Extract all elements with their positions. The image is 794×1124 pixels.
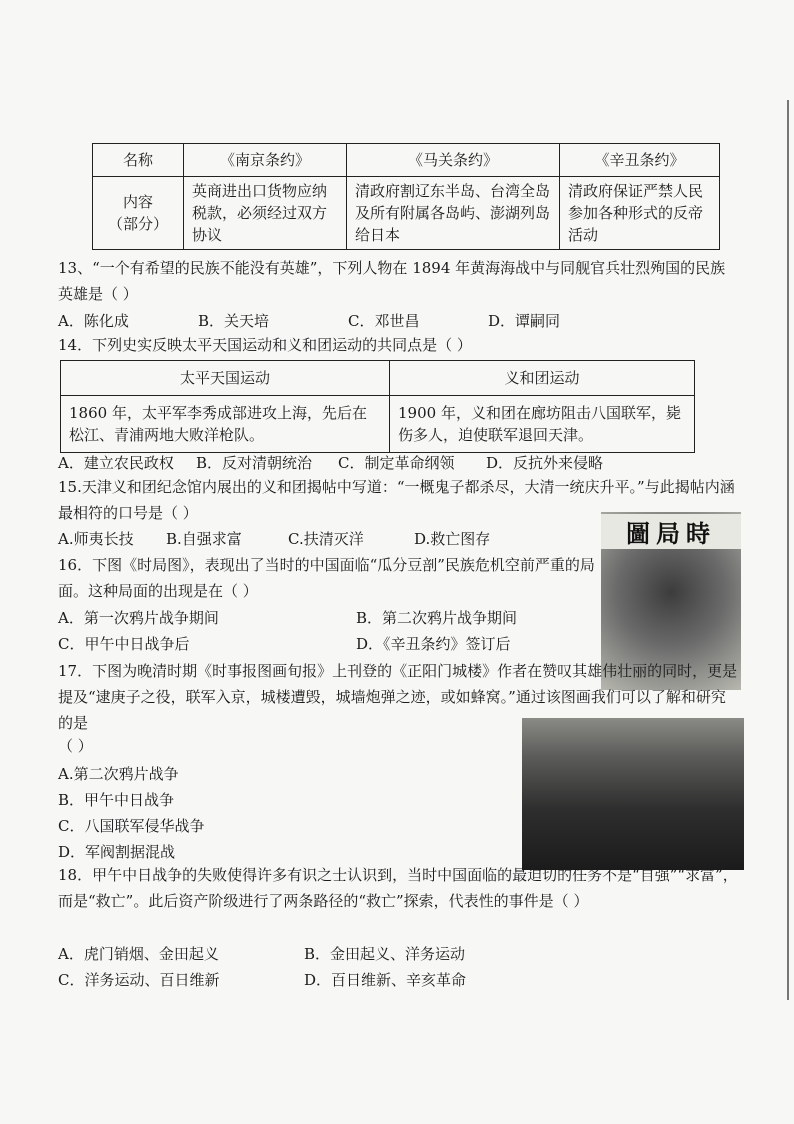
- table-header-cell: 义和团运动: [390, 361, 695, 396]
- question-16-stem: 16．下图《时局图》，表现出了当时的中国面临“瓜分豆剖”民族危机空前严重的局面。这种局面的出现是在（ ）: [58, 556, 595, 600]
- q17-blank: （ ）: [58, 737, 93, 755]
- q18-option-b: B．金田起义、洋务运动: [304, 945, 466, 963]
- table-cell: 清政府保证严禁人民参加各种形式的反帝活动: [560, 177, 720, 250]
- question-13-stem: 13、“一个有希望的民族不能没有英雄”，下列人物在 1894 年黄海海战中与同舰官兵壮烈殉国的民族英雄是（ ）: [58, 259, 726, 303]
- question-17-stem: 17．下图为晚清时期《时事报图画旬报》上刊登的《正阳门城楼》作者在赞叹其雄伟壮丽的同时，更是提及“逮庚子之役，联军入京，城楼遭毁，城墙炮弹之迹，或如蜂窝。”通过该图画我们可以了解和研究的是: [58, 662, 738, 732]
- zhengyangmen-image: [522, 718, 744, 870]
- q16-option-c: C．甲午中日战争后: [58, 635, 190, 653]
- page-edge-line: [787, 100, 789, 1000]
- q16-option-d: D．《辛丑条约》签订后: [356, 635, 511, 653]
- q16-option-a: A．第一次鸦片战争期间: [58, 609, 219, 627]
- q15-option-a: A.师夷长技: [58, 530, 134, 548]
- q15-option-b: B.自强求富: [166, 530, 242, 548]
- q15-option-c: C.扶清灭洋: [288, 530, 364, 548]
- table-header-cell: 太平天国运动: [61, 361, 390, 396]
- q17-option-c: C．八国联军侵华战争: [58, 817, 205, 835]
- q13-option-a: A．陈化成: [58, 312, 129, 330]
- q16-option-b: B．第二次鸦片战争期间: [356, 609, 518, 627]
- table-cell: 清政府割辽东半岛、台湾全岛及所有附属各岛屿、澎湖列岛给日本: [347, 177, 560, 250]
- image-title: 圖局時: [601, 514, 741, 549]
- q17-option-d: D．军阀割据混战: [58, 843, 176, 861]
- q18-option-a: A．虎门销烟、金田起义: [58, 945, 219, 963]
- movement-table: [60, 360, 695, 453]
- treaty-table: [92, 143, 720, 250]
- q18-option-d: D．百日维新、辛亥革命: [304, 971, 467, 989]
- table-header-cell: 《南京条约》: [184, 144, 347, 177]
- table-header-cell: 名称: [93, 144, 184, 177]
- table-cell: 1900 年，义和团在廊坊阻击八国联军，毙伤多人，迫使联军退回天津。: [390, 396, 695, 453]
- q13-option-c: C．邓世昌: [348, 312, 420, 330]
- q13-option-b: B．关天培: [198, 312, 270, 330]
- q14-option-a: A．建立农民政权: [58, 454, 174, 472]
- table-header-cell: 《辛丑条约》: [560, 144, 720, 177]
- question-15-stem: 15.天津义和团纪念馆内展出的义和团揭帖中写道：“一概鬼子都杀尽，大清一统庆升平。”与此揭帖内涵最相符的口号是（ ）: [58, 478, 735, 522]
- question-14-stem: 14．下列史实反映太平天国运动和义和团运动的共同点是（ ）: [58, 336, 472, 354]
- q14-option-d: D．反抗外来侵略: [486, 454, 604, 472]
- table-header-cell: 《马关条约》: [347, 144, 560, 177]
- q14-option-b: B．反对清朝统治: [196, 454, 313, 472]
- q17-option-b: B．甲午中日战争: [58, 791, 175, 809]
- q14-option-c: C．制定革命纲领: [338, 454, 455, 472]
- q13-option-d: D．谭嗣同: [488, 312, 561, 330]
- table-cell: 英商进出口货物应纳税款，必须经过双方协议: [184, 177, 347, 250]
- q17-option-a: A.第二次鸦片战争: [58, 765, 179, 783]
- question-18-stem: 18．甲午中日战争的失败使得许多有识之士认识到，当时中国面临的最迫切的任务不是“自强”“求富”，而是“救亡”。此后资产阶级进行了两条路径的“救亡”探索，代表性的事件是（ ）: [58, 866, 738, 910]
- table-cell: 1860 年，太平军李秀成部进攻上海，先后在松江、青浦两地大败洋枪队。: [61, 396, 390, 453]
- table-row-label: 内容 （部分）: [93, 177, 184, 250]
- q18-option-c: C．洋务运动、百日维新: [58, 971, 220, 989]
- q15-option-d: D.救亡图存: [414, 530, 491, 548]
